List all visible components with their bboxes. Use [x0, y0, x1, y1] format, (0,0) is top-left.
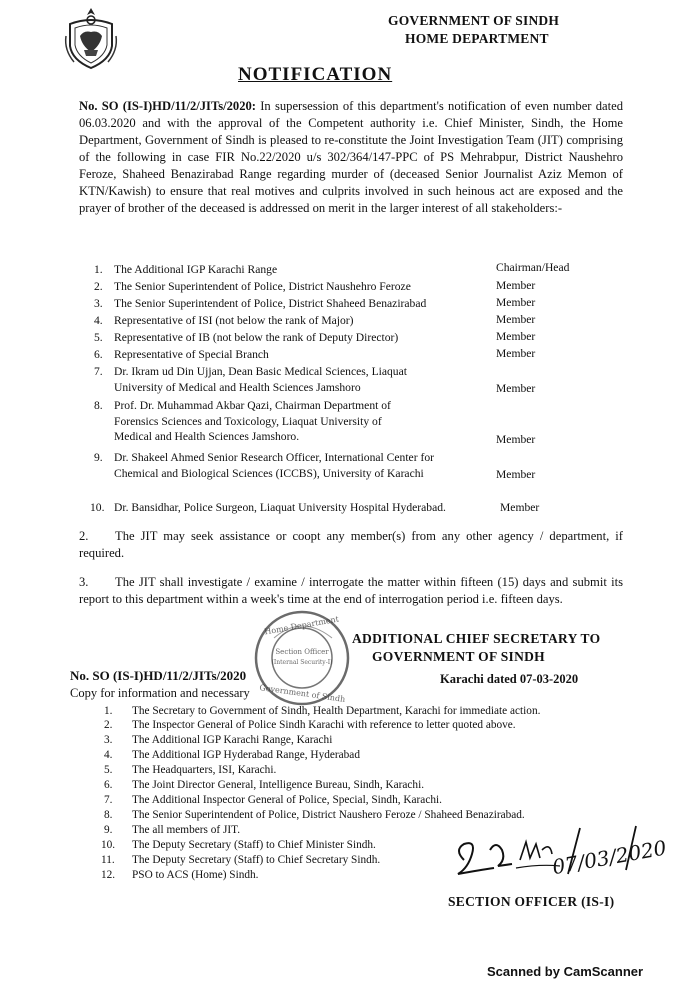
copy-item: The all members of JIT.	[132, 824, 241, 836]
member-number: 2.	[94, 280, 103, 293]
copy-number: 3.	[104, 734, 113, 746]
copy-item: PSO to ACS (Home) Sindh.	[132, 869, 259, 881]
official-seal-stamp	[252, 608, 352, 708]
copy-number: 11.	[101, 854, 115, 866]
member-role: Member	[496, 279, 536, 292]
copy-item: The Additional IGP Karachi Range, Karachi	[132, 734, 333, 746]
member-role: Member	[496, 347, 536, 360]
member-name: The Additional IGP Karachi Range	[114, 263, 278, 276]
copy-intro: Copy for information and necessary	[70, 686, 250, 700]
copy-item: The Senior Superintendent of Police, District Naushero Feroze / Shaheed Benazirabad.	[132, 809, 525, 821]
handwritten-signature	[450, 820, 690, 890]
reference-number-2: No. SO (IS-I)HD/11/2/JITs/2020	[70, 668, 247, 683]
copy-number: 6.	[104, 779, 113, 791]
member-name: The Senior Superintendent of Police, District Naushehro Feroze	[114, 280, 411, 293]
member-name: Prof. Dr. Muhammad Akbar Qazi, Chairman Department of Forensics Sciences and Toxicology, Liaquat University of Medical and Health Sciences Jamshoro.	[114, 399, 391, 443]
copy-item: The Headquarters, ISI, Karachi.	[132, 764, 277, 776]
member-number: 3.	[94, 297, 103, 310]
signatory-line-2: GOVERNMENT OF SINDH	[372, 649, 545, 664]
copy-item: The Secretary to Government of Sindh, Health Department, Karachi for immediate action.	[132, 705, 541, 717]
member-name: Representative of IB (not below the rank of Deputy Director)	[114, 331, 399, 344]
intro-paragraph	[79, 98, 623, 217]
copy-item: The Joint Director General, Intelligence Bureau, Sindh, Karachi.	[132, 779, 425, 791]
svg-text:(Internal Security-I): (Internal Security-I)	[271, 659, 333, 666]
para-2-number: 2.	[79, 529, 89, 543]
svg-text:Home Department: Home Department	[263, 614, 340, 637]
member-number: 5.	[94, 331, 103, 344]
copy-item: The Additional Inspector General of Police, Special, Sindh, Karachi.	[132, 794, 442, 806]
svg-text:Government of Sindh: Government of Sindh	[258, 683, 346, 704]
reference-number: No. SO (IS-I)HD/11/2/JITs/2020:	[79, 99, 256, 113]
copy-number: 4.	[104, 749, 113, 761]
member-number: 7.	[94, 365, 103, 378]
scanner-watermark: Scanned by CamScanner	[487, 964, 644, 979]
member-role: Member	[496, 468, 536, 481]
member-role: Member	[496, 433, 536, 446]
copy-number: 5.	[104, 764, 113, 776]
section-officer-title: SECTION OFFICER (IS-I)	[448, 894, 615, 909]
copy-item: The Additional IGP Hyderabad Range, Hyderabad	[132, 749, 360, 761]
dated-karachi: Karachi dated 07-03-2020	[440, 672, 579, 686]
para-3-number: 3.	[79, 575, 89, 589]
member-number: 10.	[90, 501, 105, 514]
member-role: Member	[496, 313, 536, 326]
copy-item: The Deputy Secretary (Staff) to Chief Secretary Sindh.	[132, 854, 381, 866]
copy-number: 7.	[104, 794, 113, 806]
member-number: 8.	[94, 399, 103, 412]
intro-text: In supersession of this department's notification of even number dated 06.03.2020 and with the approval of the Competent authority i.e. Chief Minister, Sindh, the Home Department, Government of Sindh is pleased to re-constitute the Joint Investigation Team (JIT) comprising of the following in case FIR No.22/2020 u/s 302/364/147-PPC of PS Mehrabpur, District Naushehro Feroze, Shaheed Benazirabad Range regarding murder of (deceased Senior Journalist Aziz Memon of KTN/Kawish) to ensure that real motives and culprits involved in such heinous act are exposed and the prayer of brother of the deceased is addressed on merit in the larger interest of all stakeholders:-	[79, 99, 623, 215]
member-number: 1.	[94, 263, 103, 276]
member-number: 4.	[94, 314, 103, 327]
copy-number: 10.	[101, 839, 116, 851]
member-name: Representative of Special Branch	[114, 348, 269, 361]
copy-number: 12.	[101, 869, 116, 881]
page-title: NOTIFICATION	[238, 64, 393, 85]
member-number: 6.	[94, 348, 103, 361]
member-name: Dr. Bansidhar, Police Surgeon, Liaquat University Hospital Hyderabad.	[114, 501, 446, 514]
member-name: Representative of ISI (not below the rank of Major)	[114, 314, 354, 327]
member-name: Dr. Ikram ud Din Ujjan, Dean Basic Medical Sciences, Liaquat University of Medical and Health Sciences Jamshoro	[114, 365, 407, 394]
svg-text:Section Officer: Section Officer	[275, 648, 329, 656]
copy-number: 9.	[104, 824, 113, 836]
signatory-line-1: ADDITIONAL CHIEF SECRETARY TO	[352, 631, 601, 646]
member-role: Member	[496, 296, 536, 309]
para-2-text: The JIT may seek assistance or coopt any member(s) from any other agency / department, if required.	[79, 529, 623, 560]
copy-item: The Inspector General of Police Sindh Karachi with reference to letter quoted above.	[132, 719, 516, 731]
signature-date: 07/03/2020	[550, 835, 669, 880]
sindh-emblem-icon	[62, 6, 120, 72]
member-role: Member	[496, 382, 536, 395]
member-number: 9.	[94, 451, 103, 464]
copy-number: 1.	[104, 705, 113, 717]
header-line-1: GOVERNMENT OF SINDH	[388, 13, 560, 28]
para-3-text: The JIT shall investigate / examine / interrogate the matter within fifteen (15) days and submit its report to this department within a week's time at the end of interrogation period i.e. fifteen days.	[79, 575, 623, 606]
member-name: The Senior Superintendent of Police, District Shaheed Benazirabad	[114, 297, 427, 310]
member-role: Member	[500, 501, 540, 514]
copy-item: The Deputy Secretary (Staff) to Chief Minister Sindh.	[132, 839, 376, 851]
member-role: Member	[496, 330, 536, 343]
header-line-2: HOME DEPARTMENT	[405, 31, 549, 46]
copy-number: 8.	[104, 809, 113, 821]
copy-number: 2.	[104, 719, 113, 731]
member-role: Chairman/Head	[496, 261, 570, 274]
member-name: Dr. Shakeel Ahmed Senior Research Officer, International Center for Chemical and Biological Sciences (ICCBS), University of Karachi	[114, 451, 434, 480]
